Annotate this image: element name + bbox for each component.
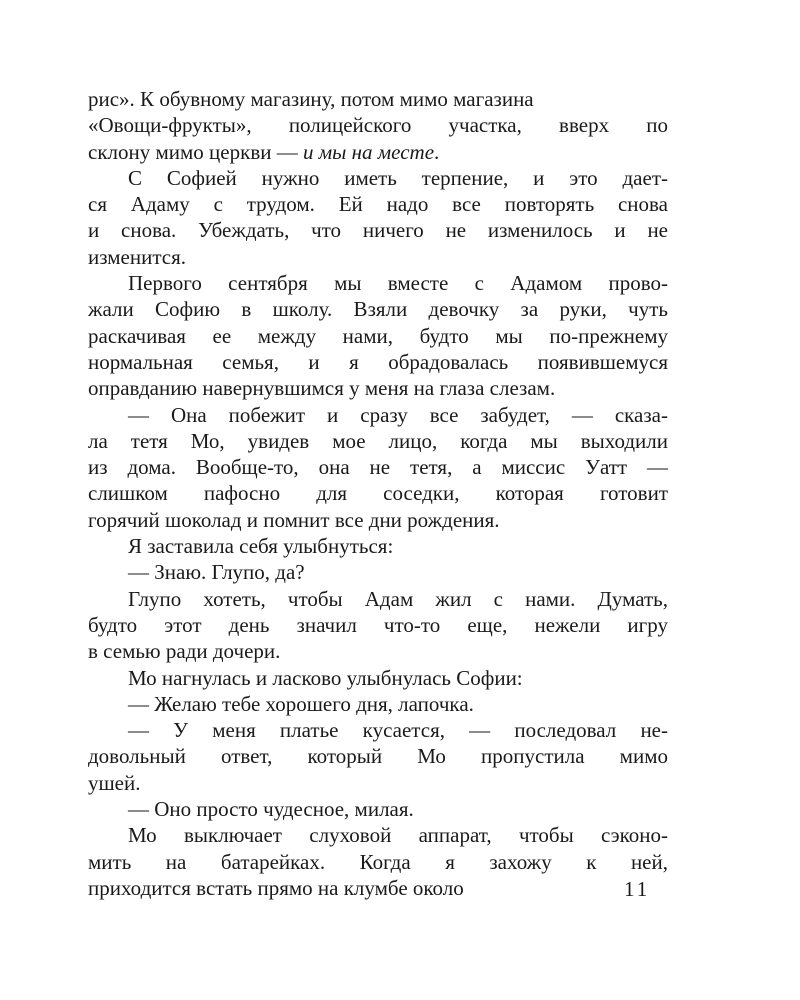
paragraph-first-line: — Желаю тебе хорошего дня, лапочка. xyxy=(128,691,474,716)
paragraph-first-line: Мо выключает слуховой аппарат, чтобы сэконо- xyxy=(128,823,668,848)
text-line: приходится встать прямо на клумбе около xyxy=(88,875,464,900)
text-line: склону мимо церкви — и мы на месте. xyxy=(88,139,440,164)
paragraph-first-line: Глупо хотеть, чтобы Адам жил с нами. Думать, xyxy=(128,586,668,611)
paragraph-first-line: Первого сентября мы вместе с Адамом прово- xyxy=(128,271,668,296)
paragraph-first-line: — Оно просто чудесное, милая. xyxy=(128,797,414,822)
text-line: изменится. xyxy=(88,244,186,269)
paragraph-first-line: — Она побежит и сразу все забудет, — сказа- xyxy=(128,402,668,427)
page-text xyxy=(88,86,668,901)
italic-phrase: и мы на месте xyxy=(302,139,435,164)
text-line: мить на батарейках. Когда я захожу к ней, xyxy=(88,849,668,874)
text-line: довольный ответ, который Мо пропустила мимо xyxy=(88,744,668,769)
text-line: будто этот день значил что-то еще, нежели игру xyxy=(88,612,668,637)
text-line: рис». К обувному магазину, потом мимо магазина xyxy=(88,87,534,111)
text-line: ся Адаму с трудом. Ей надо все повторять снова xyxy=(88,192,668,217)
paragraph-first-line: Я заставила себя улыбнуться: xyxy=(128,534,394,559)
text-line: оправданию навернувшимся у меня на глаза слезам. xyxy=(88,376,556,401)
text-line: нормальная семья, и я обрадовалась появившемуся xyxy=(88,349,668,374)
text-line: «Овощи-фрукты», полицейского участка, вверх по xyxy=(88,113,668,138)
paragraph-first-line: — Знаю. Глупо, да? xyxy=(128,560,305,585)
text-line: раскачивая ее между нами, будто мы по-прежнему xyxy=(88,323,668,348)
text-line: ла тетя Мо, увидев мое лицо, когда мы выходили xyxy=(88,428,668,453)
text-line: горячий шоколад и помнит все дни рождения. xyxy=(88,507,500,532)
text-line: из дома. Вообще-то, она не тетя, а миссис Уатт — xyxy=(88,455,668,480)
text-line: в семью ради дочери. xyxy=(88,639,281,664)
paragraph-first-line: — У меня платье кусается, — последовал не- xyxy=(128,718,668,743)
text-line: ушей. xyxy=(88,770,141,795)
text-line: жали Софию в школу. Взяли девочку за руки, чуть xyxy=(88,297,668,322)
page-number: 11 xyxy=(624,877,651,901)
text-line: и снова. Убеждать, что ничего не изменилось и не xyxy=(88,218,668,243)
paragraph-first-line: С Софией нужно иметь терпение, и это дает- xyxy=(128,165,668,190)
text-line: слишком пафосно для соседки, которая готовит xyxy=(88,481,668,506)
paragraph-first-line: Мо нагнулась и ласково улыбнулась Софии: xyxy=(128,665,523,690)
